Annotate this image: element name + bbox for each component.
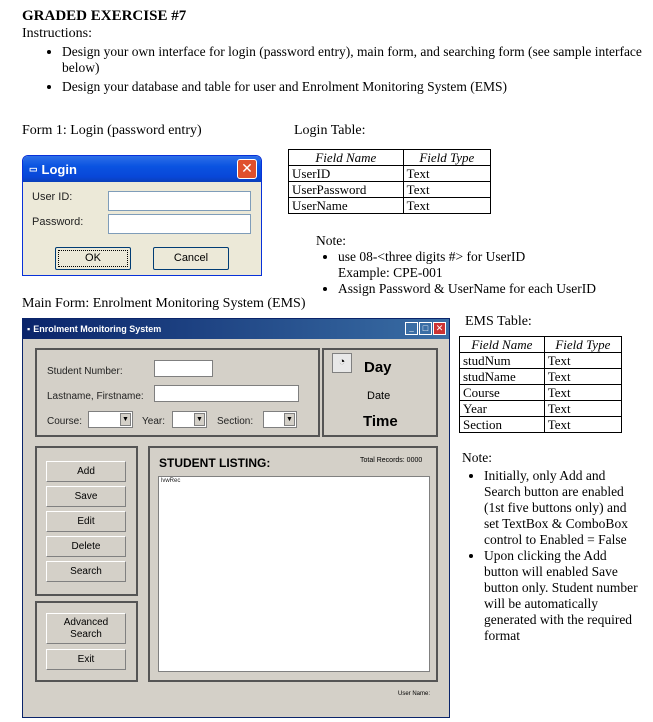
ems-window [22,318,450,718]
ems-note-label: Note: [462,450,492,465]
maximize-icon[interactable]: □ [419,322,432,335]
ems-window-title: Enrolment Monitoring System [33,324,162,334]
search-button[interactable]: Search [46,561,126,582]
table-cell: UserPassword [289,182,404,198]
login-note-item: • Assign Password & UserName for each UserID [338,281,646,297]
login-note-item: • use 08-<three digits #> for UserID [338,249,646,265]
table-cell: Year [460,401,545,417]
total-records: Total Records: 0000 [360,457,423,464]
section-label: Section: [217,416,254,427]
list-name: lvwRec [161,478,181,484]
password-label: Password: [32,216,84,228]
table-row [460,385,622,401]
ems-table-header: Field Type [544,337,621,353]
login-note-label: Note: [316,233,346,248]
table-cell: studNum [460,353,545,369]
section-select[interactable] [263,411,297,428]
table-cell: Course [460,385,545,401]
date-label: Date [367,390,391,402]
table-row [289,198,491,214]
advanced-group [35,601,138,682]
ok-button[interactable]: OK [55,247,131,270]
time-label: Time [363,413,398,430]
userid-label: User ID: [32,191,73,203]
ems-note [462,450,642,644]
table-cell: UserID [289,166,404,182]
clock-icon: ◔ [332,353,352,373]
listing-group [148,446,438,682]
year-label: Year: [142,416,165,427]
password-input[interactable] [108,214,251,234]
table-cell: Text [544,385,621,401]
table-cell: Text [544,353,621,369]
ems-titlebar [23,319,449,339]
table-cell: Text [403,198,490,214]
student-list[interactable] [158,476,430,672]
day-label: Day [364,359,392,376]
login-table-header: Field Type [403,150,490,166]
course-label: Course: [47,416,83,427]
login-table-caption: Login Table: [294,123,366,138]
table-cell: Text [403,182,490,198]
userid-input[interactable] [108,191,251,211]
table-row [460,417,622,433]
table-row [289,182,491,198]
instructions-list [44,44,647,98]
user-name-label: User Name: [398,691,431,697]
close-icon[interactable]: ✕ [433,322,446,335]
table-cell: Text [544,369,621,385]
table-row [289,166,491,182]
close-icon[interactable]: ✕ [237,159,257,179]
instruction-item: • Design your own interface for login (password entry), main form, and searching form (see sample interface below) [62,44,647,76]
form1-caption: Form 1: Login (password entry) [22,123,202,138]
save-button[interactable]: Save [46,486,126,507]
ems-table [459,336,622,433]
table-cell: Text [544,417,621,433]
login-note-example: Example: CPE-001 [338,265,443,280]
student-info-group [35,348,320,437]
ems-table-header: Field Name [460,337,545,353]
delete-button[interactable]: Delete [46,536,126,557]
minimize-icon[interactable]: _ [405,322,418,335]
table-cell: studName [460,369,545,385]
listing-title: STUDENT LISTING: [159,456,271,470]
table-row [460,401,622,417]
chevron-down-icon[interactable]: ▼ [194,413,205,426]
table-cell: UserName [289,198,404,214]
exit-button[interactable]: Exit [46,649,126,670]
edit-button[interactable]: Edit [46,511,126,532]
ems-note-item: • Upon clicking the Add button will enabled Save button only. Student number will be automatically generated with the required format [484,548,642,644]
ems-table-caption: EMS Table: [465,314,532,329]
login-note [316,233,646,297]
add-button[interactable]: Add [46,461,126,482]
year-select[interactable] [172,411,207,428]
table-cell: Text [403,166,490,182]
main-form-caption: Main Form: Enrolment Monitoring System (EMS) [22,296,306,311]
login-table-header: Field Name [289,150,404,166]
instructions-label: Instructions: [22,26,92,41]
command-group [35,446,138,596]
student-number-label: Student Number: [47,366,123,377]
app-icon: ▪ [27,324,31,334]
login-window-title: Login [41,161,77,177]
course-select[interactable] [88,411,133,428]
login-window [22,155,262,276]
chevron-down-icon[interactable]: ▼ [120,413,131,426]
student-number-input[interactable] [154,360,213,377]
name-input[interactable] [154,385,299,402]
login-table [288,149,491,214]
table-cell: Text [544,401,621,417]
window-controls [405,322,446,335]
name-label: Lastname, Firstname: [47,391,144,402]
table-cell: Section [460,417,545,433]
datetime-group [322,348,438,437]
ems-note-item: • Initially, only Add and Search button are enabled (1st five buttons only) and set TextBox & ComboBox control to Enabled = False [484,468,642,548]
advanced-search-button[interactable]: Advanced Search [46,613,126,644]
chevron-down-icon[interactable]: ▼ [284,413,295,426]
cancel-button[interactable]: Cancel [153,247,229,270]
table-row [460,369,622,385]
login-titlebar [23,156,261,182]
doc-title: GRADED EXERCISE #7 [22,8,187,24]
table-row [460,353,622,369]
instruction-item: • Design your database and table for user and Enrolment Monitoring System (EMS) [62,79,647,95]
app-icon: ▭ [29,163,38,174]
